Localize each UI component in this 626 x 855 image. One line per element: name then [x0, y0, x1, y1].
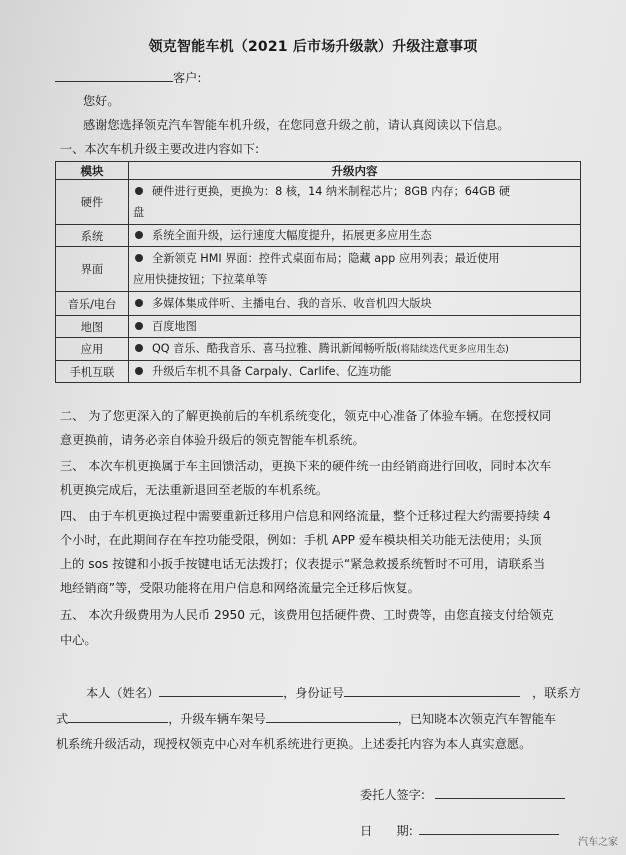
- module-cell: 系统: [56, 225, 129, 247]
- content-line: 百度地图: [152, 320, 197, 333]
- section1-heading: 一、本次车机升级主要改进内容如下:: [60, 142, 260, 156]
- bullet-icon: [135, 231, 143, 239]
- date-line: [360, 822, 559, 839]
- para4-line4: 地经销商”等，受限功能将在用户信息和网络流量完全迁移后恢复。: [60, 581, 420, 595]
- para4-line3: 上的 sos 按键和小扳手按键电话无法拨打；仪表提示“紧急救援系统暂时不可用，请联系当: [60, 557, 546, 571]
- customer-name-blank: [55, 69, 173, 82]
- id-label: ，身份证号: [283, 686, 345, 700]
- table-row: [56, 225, 581, 247]
- content-line: 盘: [133, 206, 145, 219]
- content-line: 多媒体集成伴听、主播电台、我的音乐、收音机四大版块: [152, 297, 432, 310]
- content-line: 全新领克 HMI 界面：控件式桌面布局；隐藏 app 应用列表；最近使用: [152, 252, 500, 265]
- signature-field[interactable]: [435, 786, 565, 799]
- content-line: 应用快捷按钮；下拉菜单等: [133, 273, 268, 286]
- signature-line: [360, 786, 565, 803]
- contact-label: ，联系方: [532, 686, 581, 700]
- auth-line-2: [56, 710, 556, 727]
- table-row: [56, 247, 581, 292]
- para2-line1: 二、 为了您更深入的了解更换前后的车机系统变化，领克中心准备了体验车辆。在您授权同: [60, 409, 552, 423]
- document-title: 领克智能车机（2021 后市场升级款）升级注意事项: [148, 39, 478, 55]
- intro-text: 感谢您选择领克汽车智能车机升级，在您同意升级之前，请认真阅读以下信息。: [83, 118, 510, 132]
- contact-label-cont: 式: [56, 712, 69, 726]
- table-row: [56, 361, 581, 383]
- content-cell: [129, 180, 581, 225]
- content-note: (将陆续迭代更多应用生态): [396, 344, 509, 355]
- module-cell: 硬件: [56, 180, 129, 225]
- module-cell: 地图: [56, 316, 129, 338]
- bullet-icon: [135, 367, 143, 375]
- contact-field[interactable]: [68, 710, 168, 723]
- bullet-icon: [135, 344, 143, 352]
- content-line: 硬件进行更换，更换为：8 核，14 纳米制程芯片；8GB 内存；64GB 硬: [152, 185, 511, 198]
- auth-line-1: [86, 684, 581, 701]
- para5-line2: 中心。: [60, 633, 97, 647]
- bullet-icon: [135, 299, 143, 307]
- id-number-field[interactable]: [344, 684, 520, 697]
- content-cell: [129, 292, 581, 316]
- content-cell: [129, 225, 581, 247]
- para5-line1: 五、 本次升级费用为人民币 2950 元，该费用包括硬件费、工时费等，由您直接支付给领克: [60, 608, 554, 622]
- content-cell: [129, 316, 581, 338]
- para4-line2: 个小时，在此期间存在车控功能受限，例如：手机 APP 爱车模块相关功能无法使用；头顶: [60, 533, 542, 547]
- para3-line2: 机更换完成后，无法重新退回至老版的车机系统。: [60, 483, 329, 497]
- table-header-row: [56, 162, 581, 180]
- vin-field[interactable]: [266, 710, 398, 723]
- table-row: [56, 292, 581, 316]
- bullet-icon: [135, 254, 143, 262]
- greeting: 您好。: [83, 94, 120, 108]
- content-line: QQ 音乐、酷我音乐、喜马拉雅、腾讯新闻畅听版: [152, 342, 397, 355]
- header-module: 模块: [56, 162, 129, 180]
- module-cell: 应用: [56, 338, 129, 361]
- name-label: 本人（姓名）: [86, 686, 160, 700]
- module-cell: 音乐/电台: [56, 292, 129, 316]
- table-row: [56, 316, 581, 338]
- signature-label: 委托人签字:: [360, 788, 426, 802]
- bullet-icon: [135, 187, 143, 195]
- date-label: 日 期:: [360, 824, 413, 838]
- auth-tail: ，已知晓本次领克汽车智能车: [397, 712, 557, 726]
- para2-line2: 意更换前，请务必亲自体验升级后的领克智能车机系统。: [60, 433, 365, 447]
- table-row: [56, 338, 581, 361]
- table-row: [56, 180, 581, 225]
- module-cell: 界面: [56, 247, 129, 292]
- date-field[interactable]: [419, 822, 559, 835]
- header-content: 升级内容: [129, 162, 581, 180]
- auth-line-3: 机系统升级活动，现授权领克中心对车机系统进行更换。上述委托内容为本人真实意愿。: [56, 737, 532, 751]
- para3-line1: 三、 本次车机更换属于车主回馈活动，更换下来的硬件统一由经销商进行回收，同时本次车: [60, 459, 552, 473]
- para4-line1: 四、 由于车机更换过程中需要重新迁移用户信息和网络流量，整个迁移过程大约需要持续 4: [60, 509, 551, 523]
- name-field[interactable]: [159, 684, 283, 697]
- content-cell: [129, 361, 581, 383]
- content-cell: [129, 338, 581, 361]
- bullet-icon: [135, 322, 143, 330]
- customer-line: [55, 69, 201, 86]
- content-line: 升级后车机不具备 Carpaly、Carlife、亿连功能: [152, 365, 392, 378]
- customer-label: 客户:: [173, 71, 202, 85]
- content-line: 系统全面升级，运行速度大幅度提升，拓展更多应用生态: [152, 229, 432, 242]
- upgrade-content-table: [55, 161, 581, 383]
- watermark: 汽车之家: [578, 837, 618, 848]
- module-cell: 手机互联: [56, 361, 129, 383]
- content-cell: [129, 247, 581, 292]
- vin-label: ，升级车辆车架号: [168, 712, 266, 726]
